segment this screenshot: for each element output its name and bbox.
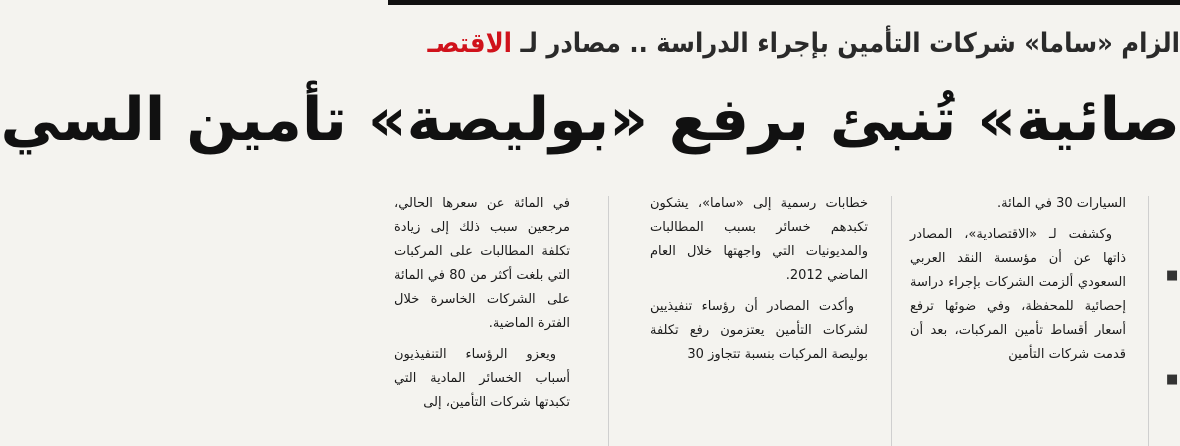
top-rule	[388, 0, 1180, 5]
column-4-bullet-1: ■	[1166, 268, 1179, 283]
column-2-paragraph-1: خطابات رسمية إلى «ساما»، يشكون تكبدهم خسائر بسبب المطالبات والمديونيات التي واجهتها خلال العام الماضي 2012.	[650, 196, 868, 283]
article-column-2	[650, 192, 868, 446]
kicker-text: الزام «ساما» شركات التأمين بإجراء الدراسة .. مصادر لـ	[512, 28, 1180, 59]
article-columns	[388, 192, 1180, 446]
article-column-4	[1166, 192, 1180, 446]
column-3-paragraph-2: وكشفت لـ «الاقتصادية»، المصادر ذاتها عن أن مؤسسة النقد العربي السعودي ألزمت الشركات بإجراء دراسة إحصائية للمحفظة، وفي ضوئها ترفع أسعار أقساط تأمين المركبات، بعد أن قدمت شركات التأمين	[910, 227, 1126, 362]
article-column-1	[394, 192, 570, 446]
column-divider-1	[608, 196, 609, 446]
column-3-paragraph-1: السيارات 30 في المائة.	[997, 196, 1126, 211]
column-1-paragraph-1: في المائة عن سعرها الحالي، مرجعين سبب ذلك إلى زيادة تكلفة المطالبات على المركبات التي بلغت أكثر من 80 في المائة على الشركات الخاسرة خلال الفترة الماضية.	[394, 196, 571, 331]
headline: صائية» تُنبئ برفع «بوليصة» تأمين السي	[0, 85, 1180, 155]
kicker-brand: الاقتصـ	[427, 28, 513, 59]
column-divider-2	[891, 196, 892, 446]
column-divider-3	[1148, 196, 1149, 446]
column-2-paragraph-2: وأكدت المصادر أن رؤساء تنفيذيين لشركات التأمين يعتزمون رفع تكلفة بوليصة المركبات بنسبة تتجاوز 30	[650, 299, 868, 362]
article-column-3	[910, 192, 1126, 446]
column-1-paragraph-2: ويعزو الرؤساء التنفيذيون أسباب الخسائر المادية التي تكبدتها شركات التأمين، إلى	[394, 347, 570, 410]
kicker-line	[427, 22, 1180, 66]
column-4-bullet-2: ■	[1166, 372, 1179, 387]
